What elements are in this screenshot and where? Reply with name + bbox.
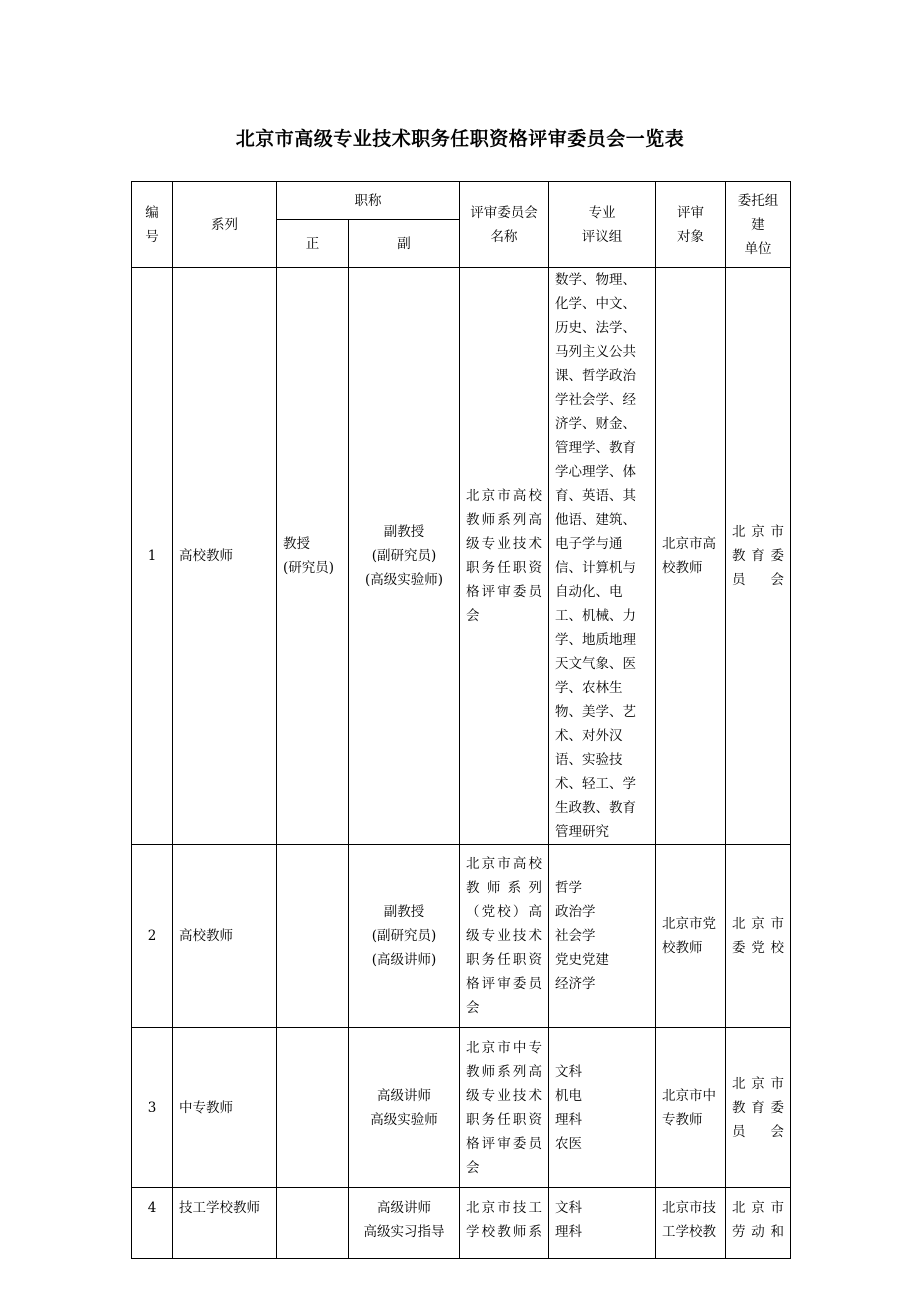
header-panel: 专业 评议组 — [549, 182, 656, 268]
cell-target: 北京市党校教师 — [656, 845, 726, 1028]
header-series: 系列 — [173, 182, 277, 268]
table-row — [132, 1188, 791, 1259]
cell-series: 技工学校教师 — [173, 1188, 277, 1259]
cell-no: 2 — [132, 845, 173, 1028]
cell-no: 1 — [132, 268, 173, 845]
page-title: 北京市高级专业技术职务任职资格评审委员会一览表 — [235, 128, 685, 150]
cell-panel: 文科 机电 理科 农医 — [549, 1028, 656, 1188]
cell-series: 高校教师 — [173, 845, 277, 1028]
cell-org: 北京市教育委员会 — [726, 268, 791, 845]
header-vice: 副 — [349, 220, 460, 268]
cell-panel: 文科 理科 — [549, 1188, 656, 1259]
cell-series: 中专教师 — [173, 1028, 277, 1188]
cell-senior — [277, 1188, 349, 1259]
cell-panel: 哲学 政治学 社会学 党史党建 经济学 — [549, 845, 656, 1028]
cell-vice: 副教授 (副研究员) (高级讲师) — [349, 845, 460, 1028]
cell-senior — [277, 845, 349, 1028]
cell-committee: 北京市高校教师系列（党校）高级专业技术职务任职资格评审委员会 — [460, 845, 549, 1028]
cell-org: 北京市委党校 — [726, 845, 791, 1028]
cell-series: 高校教师 — [173, 268, 277, 845]
table-row — [132, 268, 791, 845]
cell-senior: 教授 (研究员) — [277, 268, 349, 845]
cell-panel: 数学、物理、化学、中文、历史、法学、马列主义公共课、哲学政治学社会学、经济学、财金、管理学、教育学心理学、体育、英语、其他语、建筑、电子学与通信、计算机与自动化、电工、机械、力学、地质地理天文气象、医学、农林生物、美学、艺术、对外汉语、实验技术、轻工、学生政教、教育管理研究 — [549, 268, 656, 845]
header-target: 评审 对象 — [656, 182, 726, 268]
cell-vice: 高级讲师 高级实习指导 — [349, 1188, 460, 1259]
cell-vice: 高级讲师 高级实验师 — [349, 1028, 460, 1188]
header-row — [132, 182, 791, 220]
committee-table — [131, 181, 791, 1259]
cell-committee: 北京市技工学校教师系 — [460, 1188, 549, 1259]
cell-committee: 北京市中专教师系列高级专业技术职务任职资格评审委员会 — [460, 1028, 549, 1188]
cell-no: 3 — [132, 1028, 173, 1188]
cell-vice: 副教授 (副研究员) (高级实验师) — [349, 268, 460, 845]
header-no: 编 号 — [132, 182, 173, 268]
header-org: 委托组 建 单位 — [726, 182, 791, 268]
cell-target: 北京市高校教师 — [656, 268, 726, 845]
cell-no: 4 — [132, 1188, 173, 1259]
table-row — [132, 1028, 791, 1188]
cell-committee: 北京市高校教师系列高级专业技术职务任职资格评审委员会 — [460, 268, 549, 845]
cell-org: 北京市教育委员会 — [726, 1028, 791, 1188]
header-committee: 评审委员会 名称 — [460, 182, 549, 268]
table-row — [132, 845, 791, 1028]
cell-target: 北京市中专教师 — [656, 1028, 726, 1188]
cell-senior — [277, 1028, 349, 1188]
cell-target: 北京市技工学校教 — [656, 1188, 726, 1259]
header-title-group: 职称 — [277, 182, 460, 220]
cell-org: 北京市劳动和 — [726, 1188, 791, 1259]
header-senior: 正 — [277, 220, 349, 268]
